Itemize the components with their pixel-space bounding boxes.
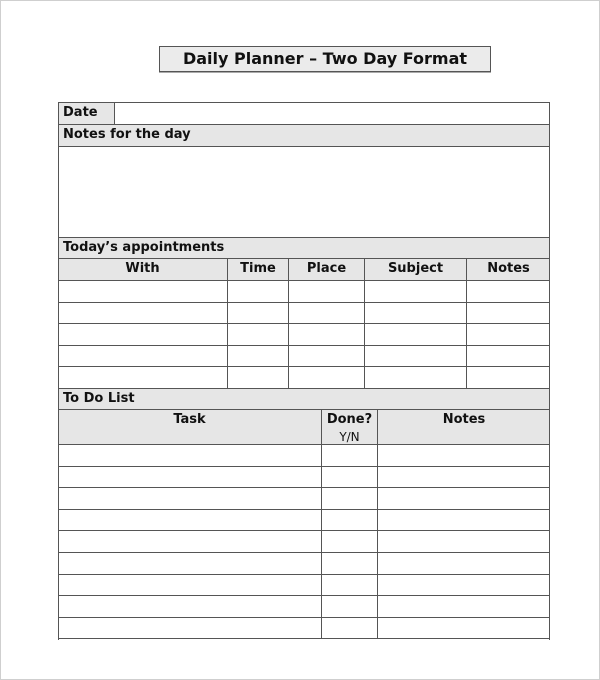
date-field[interactable] — [115, 103, 549, 124]
todo-col-done — [322, 410, 377, 444]
appointment-cell[interactable] — [228, 281, 288, 302]
todo-col-done-sub: Y/N — [339, 430, 360, 444]
todo-cell[interactable] — [378, 575, 550, 596]
todo-cell[interactable] — [59, 531, 321, 552]
notes-for-day-field[interactable] — [59, 146, 549, 237]
todo-cell[interactable] — [59, 596, 321, 617]
todo-cell[interactable] — [59, 445, 321, 466]
grid-line — [58, 409, 550, 410]
appointment-cell[interactable] — [365, 346, 466, 367]
todo-cell[interactable] — [322, 531, 377, 552]
appointments-col-with: With — [58, 259, 227, 280]
appointment-cell[interactable] — [467, 367, 550, 388]
todo-cell[interactable] — [322, 553, 377, 574]
appointment-cell[interactable] — [59, 324, 227, 345]
todo-cell[interactable] — [322, 575, 377, 596]
appointment-cell[interactable] — [467, 281, 550, 302]
appointment-cell[interactable] — [59, 303, 227, 324]
appointment-cell[interactable] — [289, 367, 364, 388]
todo-col-notes: Notes — [378, 410, 550, 444]
todo-cell[interactable] — [59, 618, 321, 639]
todo-cell[interactable] — [59, 510, 321, 531]
appointment-cell[interactable] — [365, 324, 466, 345]
date-label: Date — [58, 102, 114, 124]
grid-line — [58, 237, 550, 238]
appointment-cell[interactable] — [289, 303, 364, 324]
todo-cell[interactable] — [322, 445, 377, 466]
appointments-col-subject: Subject — [365, 259, 466, 280]
appointment-cell[interactable] — [467, 346, 550, 367]
grid-line — [58, 388, 550, 389]
todo-cell[interactable] — [322, 596, 377, 617]
notes-for-day-label: Notes for the day — [58, 125, 550, 146]
todo-cell[interactable] — [378, 531, 550, 552]
planner-form — [58, 102, 550, 640]
grid-line — [58, 258, 550, 259]
todo-cell[interactable] — [322, 467, 377, 488]
appointment-cell[interactable] — [228, 324, 288, 345]
appointments-col-time: Time — [228, 259, 288, 280]
grid-line — [58, 146, 550, 147]
appointment-cell[interactable] — [365, 303, 466, 324]
appointment-cell[interactable] — [365, 281, 466, 302]
grid-line — [58, 102, 550, 103]
todo-cell[interactable] — [378, 445, 550, 466]
appointment-cell[interactable] — [59, 281, 227, 302]
appointment-cell[interactable] — [59, 346, 227, 367]
appointment-cell[interactable] — [228, 367, 288, 388]
appointment-cell[interactable] — [365, 367, 466, 388]
todo-label: To Do List — [58, 389, 550, 409]
appointment-cell[interactable] — [228, 346, 288, 367]
todo-cell[interactable] — [322, 510, 377, 531]
todo-cell[interactable] — [378, 618, 550, 639]
todo-cell[interactable] — [378, 510, 550, 531]
appointment-cell[interactable] — [59, 367, 227, 388]
todo-cell[interactable] — [322, 488, 377, 509]
todo-col-task: Task — [58, 410, 321, 444]
todo-cell[interactable] — [322, 618, 377, 639]
appointment-cell[interactable] — [289, 281, 364, 302]
page-title: Daily Planner – Two Day Format — [159, 46, 491, 72]
appointment-cell[interactable] — [289, 324, 364, 345]
todo-cell[interactable] — [378, 488, 550, 509]
grid-line — [114, 102, 115, 124]
appointment-cell[interactable] — [289, 346, 364, 367]
todo-cell[interactable] — [59, 467, 321, 488]
appointments-col-place: Place — [289, 259, 364, 280]
appointments-label: Today’s appointments — [58, 238, 550, 258]
todo-cell[interactable] — [378, 596, 550, 617]
todo-cell[interactable] — [378, 553, 550, 574]
grid-line — [58, 124, 550, 125]
todo-cell[interactable] — [59, 575, 321, 596]
todo-col-done-label: Done? — [326, 412, 373, 427]
appointments-col-notes: Notes — [467, 259, 550, 280]
appointment-cell[interactable] — [467, 303, 550, 324]
todo-cell[interactable] — [59, 488, 321, 509]
todo-cell[interactable] — [378, 467, 550, 488]
appointment-cell[interactable] — [467, 324, 550, 345]
appointment-cell[interactable] — [228, 303, 288, 324]
todo-cell[interactable] — [59, 553, 321, 574]
